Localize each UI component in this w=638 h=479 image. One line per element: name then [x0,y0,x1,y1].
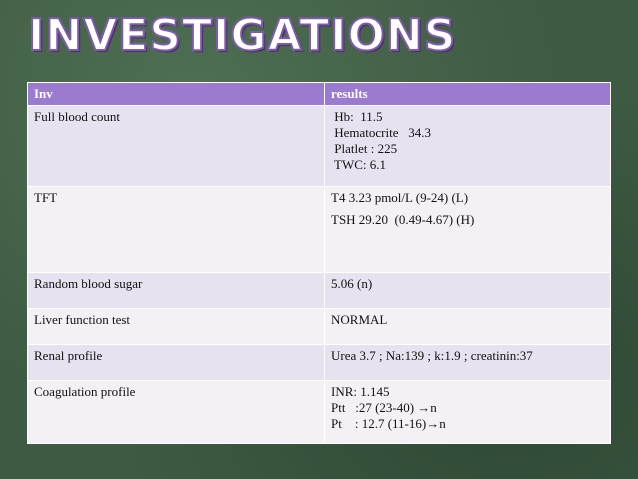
inv-cell: Full blood count [28,106,325,187]
table-row-renal-profile [28,345,611,381]
table-row-tft [28,187,611,273]
result-line: 5.06 (n) [331,276,373,291]
inv-cell: Renal profile [28,345,325,381]
inv-cell: Liver function test [28,309,325,345]
result-line: Hematocrite 34.3 [331,125,431,140]
header-results: results [325,83,611,106]
table-row-coagulation-profile [28,381,611,444]
inv-cell: Random blood sugar [28,273,325,309]
results-cell [325,273,611,309]
table-header-row [28,83,611,106]
result-line: TWC: 6.1 [331,157,387,172]
inv-cell: TFT [28,187,325,273]
result-line: T4 3.23 pmol/L (9-24) (L) [331,190,469,205]
results-cell [325,106,611,187]
result-line: Platlet : 225 [331,141,398,156]
results-cell [325,187,611,273]
result-line: TSH 29.20 (0.49-4.67) (H) [331,212,475,227]
results-cell [325,309,611,345]
results-cell [325,381,611,444]
result-line: Ptt :27 (23-40) →n [331,400,437,415]
results-cell [325,345,611,381]
result-line: NORMAL [331,312,388,327]
result-line: Hb: 11.5 [331,109,383,124]
result-line: Pt : 12.7 (11-16)→n [331,416,446,431]
result-line: INR: 1.145 [331,384,390,399]
header-inv: Inv [28,83,325,106]
table-row-full-blood-count [28,106,611,187]
result-line: Urea 3.7 ; Na:139 ; k:1.9 ; creatinin:37 [331,348,533,363]
slide-title: INVESTIGATIONS [28,10,457,61]
inv-cell: Coagulation profile [28,381,325,444]
investigations-table [27,82,611,444]
table-row-random-blood-sugar [28,273,611,309]
table-row-liver-function-test [28,309,611,345]
